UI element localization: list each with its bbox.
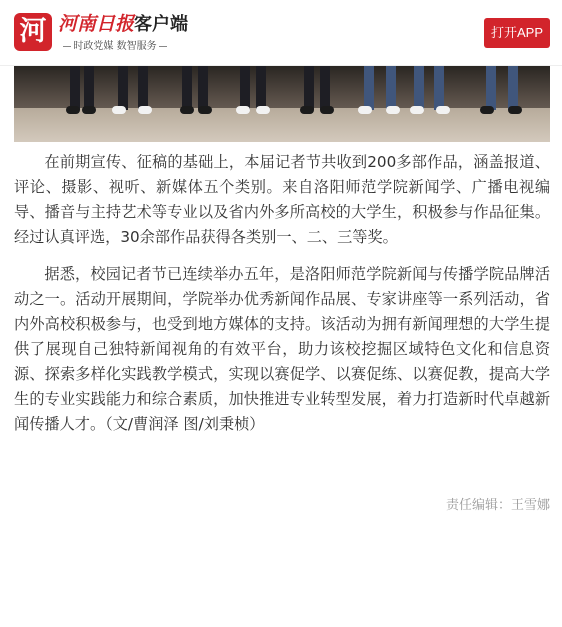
photo-leg xyxy=(320,66,330,110)
photo-shoe xyxy=(300,106,314,114)
editor-credit: 责任编辑：王雪娜 xyxy=(445,498,550,513)
photo-leg xyxy=(84,66,94,110)
photo-leg xyxy=(304,66,314,110)
photo-shoe xyxy=(138,106,152,114)
brand-slogan: 时政党媒 数智服务 xyxy=(58,39,172,55)
photo-shoe xyxy=(410,106,424,114)
photo-leg xyxy=(434,66,444,110)
photo-leg xyxy=(364,66,374,110)
photo-shoe xyxy=(480,106,494,114)
photo-shoe xyxy=(436,106,450,114)
photo-leg xyxy=(486,66,496,110)
article-photo xyxy=(14,66,550,142)
photo-shoe xyxy=(82,106,96,114)
photo-shoe xyxy=(386,106,400,114)
photo-shoe xyxy=(358,106,372,114)
brand-sub-text: 客户端 xyxy=(134,14,189,35)
photo-shoe xyxy=(66,106,80,114)
photo-shoe xyxy=(112,106,126,114)
photo-shoe xyxy=(256,106,270,114)
photo-leg xyxy=(198,66,208,110)
photo-shoe xyxy=(180,106,194,114)
photo-shoe xyxy=(236,106,250,114)
app-header xyxy=(0,0,562,66)
photo-leg xyxy=(256,66,266,110)
article-paragraph: 据悉，校园记者节已连续举办五年，是洛阳师范学院新闻与传播学院品牌活动之一。活动开展期间，学院举办优秀新闻作品展、专家讲座等一系列活动，省内外高校积极参与，也受到地方媒体的支持。该活动为拥有新闻理想的大学生提供了展现自己独特新闻视角的有效平台，助力该校挖掘区域特色文化和信息资源、探索多样化实践教学模式，实现以赛促学、以赛促练、以赛促教，提高大学生的专业实践能力和综合素质，加快推进专业转型发展，着力打造新时代卓越新闻传播人才。（文/曹润泽 图/刘秉桢） xyxy=(14,265,550,433)
brand-main-text: 河南日报 xyxy=(58,13,135,35)
photo-leg xyxy=(182,66,192,110)
photo-leg xyxy=(70,66,80,110)
article-body xyxy=(14,150,550,449)
photo-leg xyxy=(138,66,148,110)
brand-name xyxy=(58,12,188,36)
photo-leg xyxy=(386,66,396,110)
photo-leg xyxy=(414,66,424,110)
photo-shoe xyxy=(320,106,334,114)
photo-leg xyxy=(240,66,250,110)
henan-daily-logo-icon[interactable]: 河 xyxy=(14,13,52,51)
photo-leg xyxy=(118,66,128,110)
photo-leg xyxy=(508,66,518,110)
photo-shoe xyxy=(508,106,522,114)
article-paragraph: 在前期宣传、征稿的基础上，本届记者节共收到200多部作品，涵盖报道、评论、摄影、视听、新媒体五个类别。来自洛阳师范学院新闻学、广播电视编导、播音与主持艺术等专业以及省内外多所高校的大学生，积极参与作品征集。经过认真评选，30余部作品获得各类别一、二、三等奖。 xyxy=(14,153,550,246)
photo-shoe xyxy=(198,106,212,114)
open-app-button[interactable]: 打开APP xyxy=(484,18,550,48)
